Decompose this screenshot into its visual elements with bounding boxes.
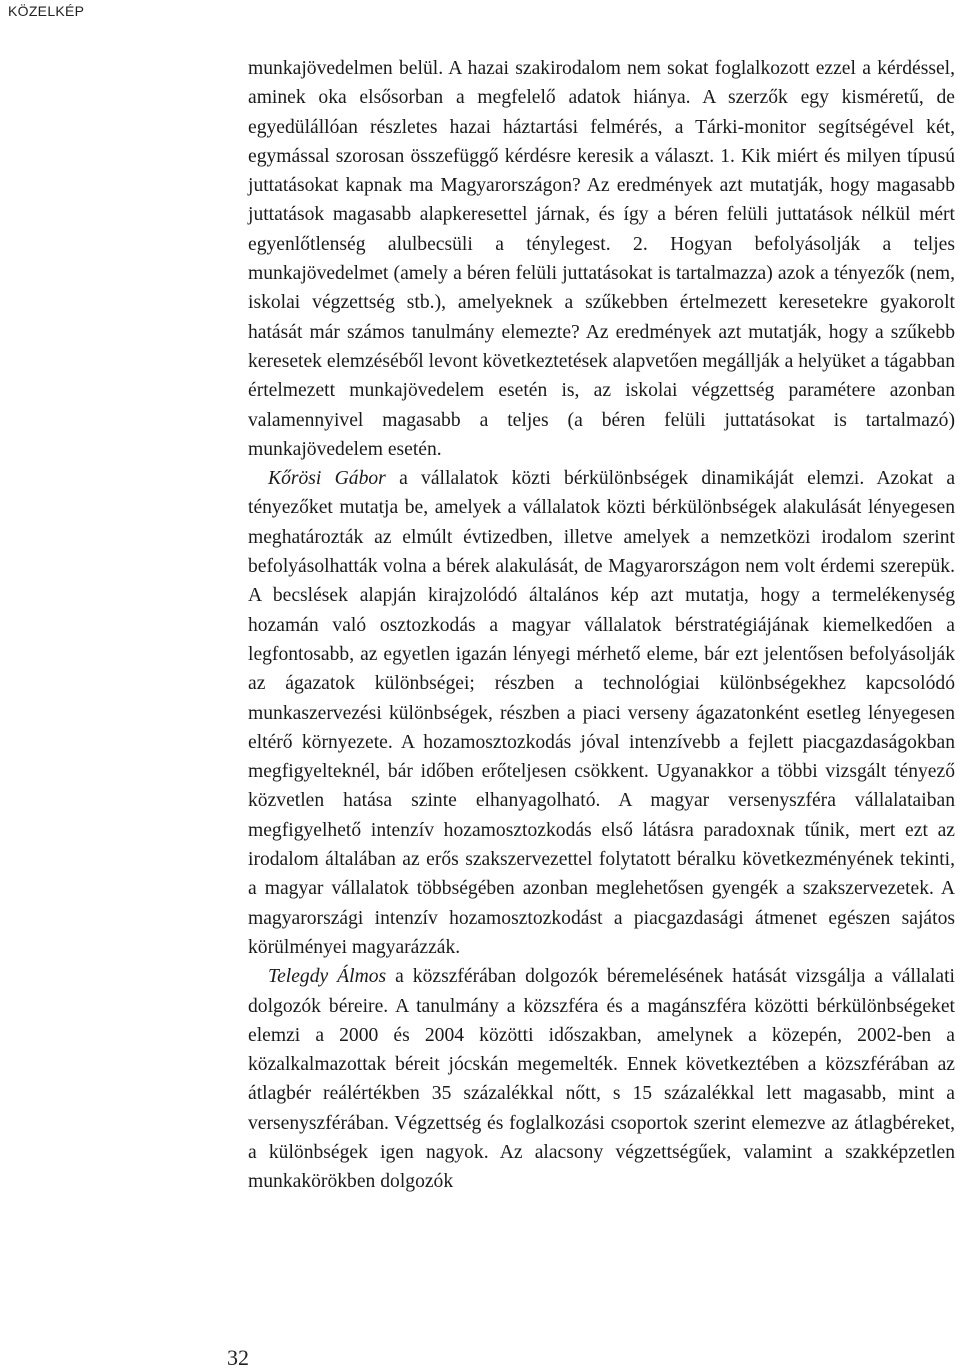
paragraph-text: a közszférában dolgozók béremelésének hatását vizsgálja a vállalati dolgozók béreire. A tanulmány a közszféra és a magánszféra közötti bérkülönbségeket elemzi a 2000 és 2004 közötti időszakban, amelynek a közepén, 2002-ben a közalkalmazottak béreit jócskán megemelték. Ennek következtében a közszférában az átlagbér reálértékben 35 százalékkal nőtt, s 15 százalékkal lett magasabb, mint a versenyszférában. Végzettség és foglalkozási csoportok szerint elemezve az átlagbéreket, a különbségek igen nagyok. Az alacsony végzettségűek, valamint a szakképzetlen munkakörökben dolgozók — [248, 966, 956, 1193]
paragraph-telegdy — [248, 962, 955, 1196]
paragraph-korosi — [248, 464, 955, 962]
paragraph-text: a vállalatok közti bérkülönbségek dinamikáját elemzi. Azokat a tényezőket mutatja be, amelyek a vállalatok közti bérkülönbségek alakulását lényegesen meghatározták az elmúlt évtizedben, illetve amelyek a nemzetközi irodalom szerint befolyásolhatták volna a bérek alakulását, de Magyarországon nem volt érdemi szerepük. A becslések alapján kirajzolódó általános kép azt mutatja, hogy a termelékenység hozamán való osztozkodás a magyar vállalatok bérstratégiájának kiemelkedően a legfontosabb, az egyetlen igazán lényegi mérhető eleme, bár ezt jelentősen befolyásolják az ágazatok különbségei; részben a technológiai különbségekhez kapcsolódó munkaszervezési különbségek, részben a piaci verseny ágazatonként esetleg lényegesen eltérő környezete. A hozamosztozkodás jóval intenzívebb a fejlett piacgazdaságokban megfigyelteknél, bár időben erőteljesen csökkent. Ugyanakkor a többi vizsgált tényező közvetlen hatása szinte elhanyagolható. A magyar versenyszféra vállalataiban megfigyelhető intenzív hozamosztozkodás első látásra paradoxnak tűnik, mert ezt az irodalom általában az erős szakszervezettel folytatott béralku következményének tekinti, a magyar vállalatok többségében azonban meglehetősen gyengék a szakszervezetek. A magyarországi intenzív hozamosztozkodást a piacgazdasági átmenet egészen sajátos körülményei magyarázzák. — [248, 468, 956, 958]
author-name: Telegdy Álmos — [268, 966, 387, 988]
paragraph-text: munkajövedelmen belül. A hazai szakirodalom nem sokat foglalkozott ezzel a kérdéssel, aminek oka elsősorban a megfelelő adatok hiánya. A szerzők egy kisméretű, de egyedülállóan részletes hazai háztartási felmérés, a Tárki-monitor segítségével két, egymással szorosan összefüggő kérdésre keresik a választ. 1. Kik miért és milyen típusú juttatásokat kapnak ma Magyarországon? Az eredmények azt mutatják, hogy magasabb juttatások magasabb alapkeresettel járnak, és így a béren felüli juttatások nélkül mért egyenlőtlenség alulbecsüli a ténylegest. 2. Hogyan befolyásolják a teljes munkajövedelmet (amely a béren felüli juttatásokat is tartalmazza) azok a tényezők (nem, iskolai végzettség stb.), amelyeknek a szűkebben értelmezett keresetekre gyakorolt hatását már számos tanulmány elemezte? Az eredmények azt mutatják, hogy a szűkebb keresetek elemzéséből levont következtetések alapvetően megállják a helyüket a tágabban értelmezett munkajövedelem esetén is, az iskolai végzettség paramétere azonban valamennyivel magasabb a teljes (a béren felüli juttatásokat is tartalmazó) munkajövedelem esetén. — [248, 58, 955, 460]
section-label: KÖZELKÉP — [8, 3, 85, 19]
article-body — [248, 54, 955, 1197]
author-name: Kőrösi Gábor — [268, 468, 386, 490]
paragraph-continuation — [248, 54, 955, 464]
page-number: 32 — [227, 1345, 249, 1370]
